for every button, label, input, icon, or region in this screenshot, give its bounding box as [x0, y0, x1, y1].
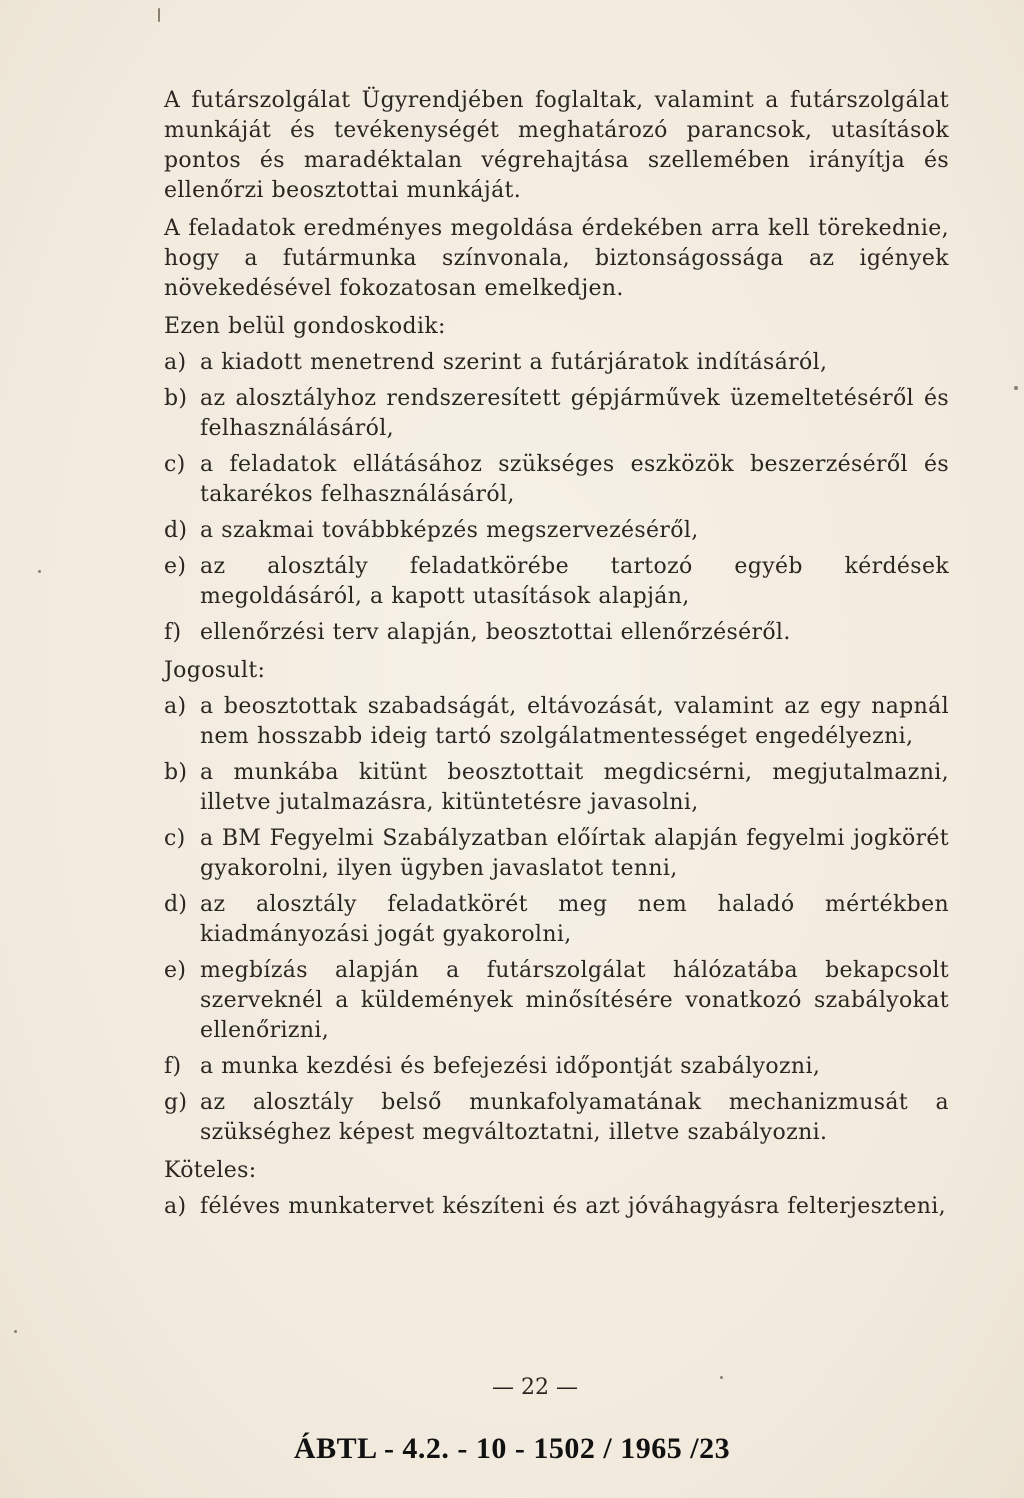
- scan-speck: [158, 8, 160, 22]
- intro-paragraph-1: A futárszolgálat Ügyrendjében foglaltak, valamint a futárszolgálat munkáját és tevékenységét meghatározó parancsok, utasítások pontos és maradéktalan végrehajtása szellemében irányítja és ellenőrzi beosztottai munkáját.: [164, 88, 949, 203]
- list-item-text: a beosztottak szabadságát, eltávozását, valamint az egy napnál nem hosszabb ideig tartó szolgálatmentességet engedélyezni,: [200, 694, 949, 749]
- list-item-text: az alosztály belső munkafolyamatának mechanizmusát a szükséghez képest megváltoztatni, illetve szabályozni.: [200, 1090, 949, 1145]
- archive-stamp: ÁBTL - 4.2. - 10 - 1502 / 1965 /23: [293, 1432, 731, 1465]
- list-item-text: az alosztály feladatkörét meg nem haladó mértékben kiadmányozási jogát gyakorolni,: [200, 892, 949, 947]
- list-item: [164, 758, 949, 818]
- list-item-text: az alosztályhoz rendszeresített gépjárművek üzemeltetéséről és felhasználásáról,: [200, 386, 949, 441]
- list-item-text: féléves munkatervet készíteni és azt jóváhagyásra felterjeszteni,: [200, 1194, 946, 1219]
- list-item-marker: d): [164, 518, 188, 543]
- list-item-text: megbízás alapján a futárszolgálat hálózatába bekapcsolt szerveknél a küldemények minősítésére vonatkozó szabályokat ellenőrizni,: [200, 958, 949, 1043]
- page-number: — 22 —: [492, 1375, 578, 1400]
- list-item-marker: d): [164, 892, 188, 917]
- list-item-text: az alosztály feladatkörébe tartozó egyéb kérdések megoldásáról, a kapott utasítások alapján,: [200, 554, 949, 609]
- list-item-marker: c): [164, 826, 186, 851]
- list-item: [164, 1192, 949, 1222]
- list-item-text: a szakmai továbbképzés megszervezéséről,: [200, 518, 699, 543]
- list-item-marker: b): [164, 386, 188, 411]
- list-item-text: a kiadott menetrend szerint a futárjáratok indításáról,: [200, 350, 828, 375]
- list-item: [164, 348, 949, 378]
- scan-speck: [1014, 386, 1018, 390]
- scan-speck: [38, 570, 41, 573]
- list-item: [164, 1088, 949, 1148]
- list-item: [164, 516, 949, 546]
- section-heading-gondoskodik: Ezen belül gondoskodik:: [164, 314, 446, 339]
- list-item-marker: a): [164, 1194, 187, 1219]
- list-item: [164, 890, 949, 950]
- list-item-text: a munka kezdési és befejezési időpontját szabályozni,: [200, 1054, 821, 1079]
- list-item-marker: b): [164, 760, 188, 785]
- list-item: [164, 450, 949, 510]
- page-body: [164, 86, 949, 1222]
- intro-paragraph-2: A feladatok eredményes megoldása érdekében arra kell törekednie, hogy a futármunka színvonala, biztonságossága az igények növekedésével fokozatosan emelkedjen.: [164, 216, 949, 301]
- scan-speck: [14, 1330, 17, 1333]
- list-item: [164, 824, 949, 884]
- list-item-marker: e): [164, 958, 187, 983]
- list-item: [164, 552, 949, 612]
- list-item: [164, 384, 949, 444]
- list-item-text: a feladatok ellátásához szükséges eszközök beszerzéséről és takarékos felhasználásáról,: [200, 452, 949, 507]
- list-item-text: a BM Fegyelmi Szabályzatban előírtak alapján fegyelmi jogkörét gyakorolni, ilyen ügyben javaslatot tenni,: [200, 826, 949, 881]
- list-item: [164, 692, 949, 752]
- section-heading-koteles: Köteles:: [164, 1158, 257, 1183]
- list-item: [164, 618, 949, 648]
- list-item: [164, 956, 949, 1046]
- list-item-marker: f): [164, 620, 182, 645]
- list-item-text: a munkába kitünt beosztottait megdicsérni, megjutalmazni, illetve jutalmazásra, kitüntetésre javasolni,: [200, 760, 949, 815]
- section-heading-jogosult: Jogosult:: [164, 658, 266, 683]
- list-item-marker: e): [164, 554, 187, 579]
- list-item-marker: g): [164, 1090, 188, 1115]
- list-item: [164, 1052, 949, 1082]
- list-item-marker: a): [164, 694, 187, 719]
- list-item-text: ellenőrzési terv alapján, beosztottai ellenőrzéséről.: [200, 620, 791, 645]
- list-item-marker: f): [164, 1054, 182, 1079]
- list-item-marker: c): [164, 452, 186, 477]
- scan-speck: [720, 1376, 723, 1379]
- list-item-marker: a): [164, 350, 187, 375]
